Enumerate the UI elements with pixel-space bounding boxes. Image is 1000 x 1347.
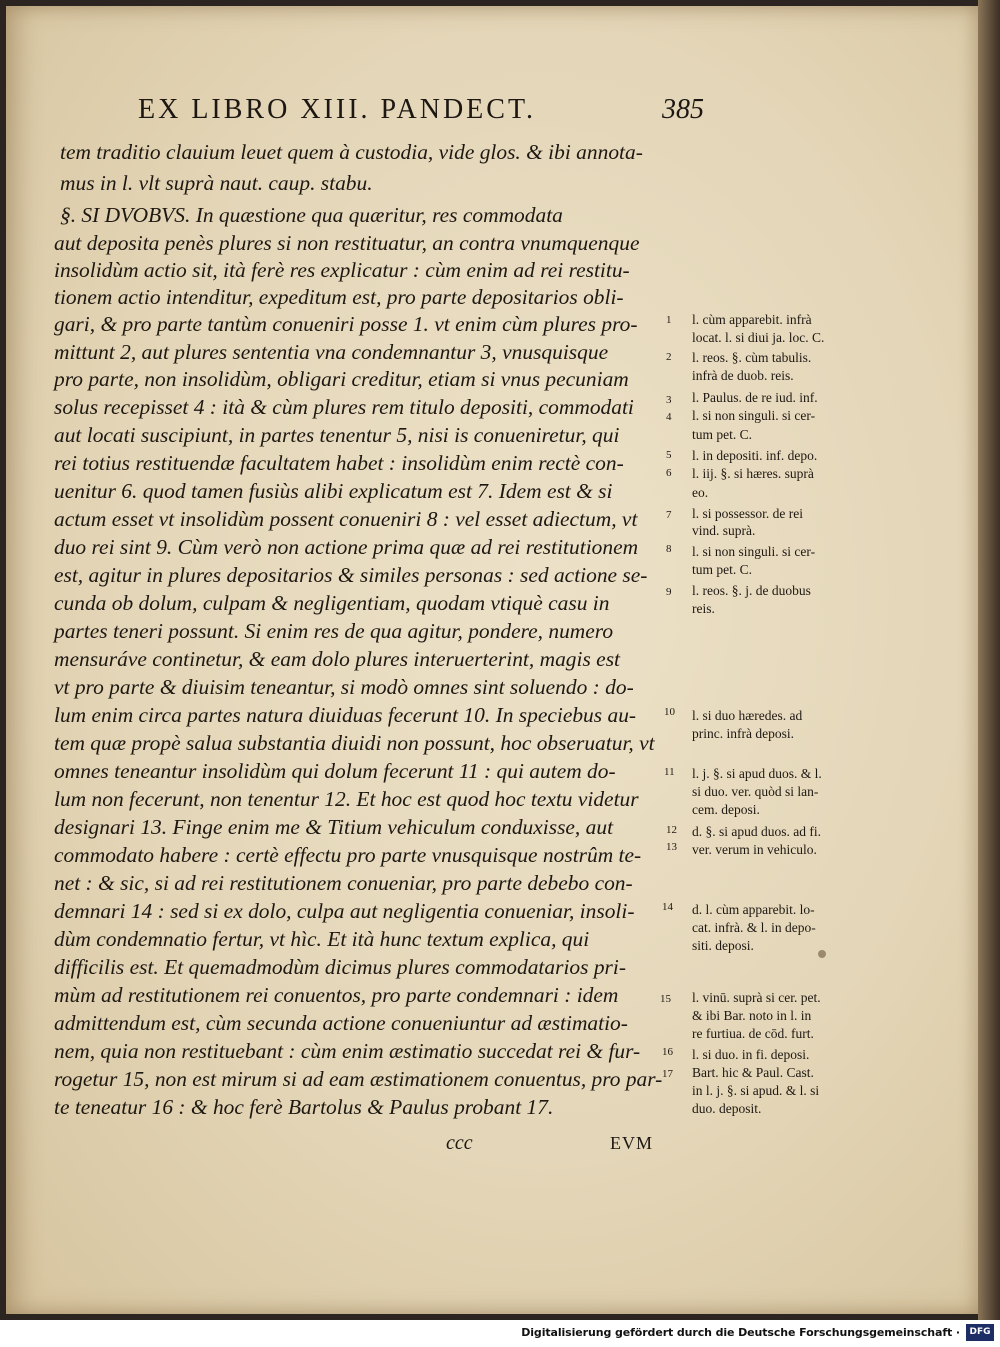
marginal-note-line: l. cùm apparebit. infrà bbox=[692, 312, 812, 327]
marginal-note-line: l. reos. §. cùm tabulis. bbox=[692, 350, 812, 365]
marginal-note-line: vind. suprà. bbox=[692, 523, 756, 538]
body-line: net : & sic, si ad rei restitutionem conueniar, pro parte debebo con- bbox=[54, 871, 633, 895]
body-line: nem, quia non restituebant : cùm enim æstimatio succedat rei & fur- bbox=[54, 1039, 641, 1063]
marginal-note-line: l. iij. §. si hæres. suprà bbox=[692, 466, 814, 481]
body-line: mus in l. vlt suprà naut. caup. stabu. bbox=[60, 171, 373, 195]
body-line: tionem actio intenditur, expeditum est, pro parte depositarios obli- bbox=[54, 285, 624, 309]
body-line: rogetur 15, non est mirum si ad eam æstimationem conuentus, pro par- bbox=[54, 1067, 663, 1091]
marginal-note-line: ver. verum in vehiculo. bbox=[692, 842, 817, 857]
marginal-note-line: reis. bbox=[692, 601, 715, 616]
marginal-note-line: infrà de duob. reis. bbox=[692, 368, 794, 383]
body-line: admittendum est, cùm secunda actione conueniuntur ad æstimatio- bbox=[54, 1011, 628, 1035]
body-line: pro parte, non insolidùm, obligari creditur, etiam si vnus pecuniam bbox=[54, 367, 629, 391]
book-spine bbox=[978, 0, 1000, 1320]
marginal-note-line: d. §. si apud duos. ad fi. bbox=[692, 824, 821, 839]
body-line: tem quæ propè salua substantia diuidi non possunt, hoc obseruatur, vt bbox=[54, 731, 655, 755]
body-line: cunda ob dolum, culpam & negligentiam, quodam vtiquè casu in bbox=[54, 591, 610, 615]
body-line: duo rei sint 9. Cùm verò non actione prima quæ ad rei restitutionem bbox=[54, 535, 639, 559]
marginal-note-line: eo. bbox=[692, 485, 709, 500]
marginal-note-line: d. l. cùm apparebit. lo- bbox=[692, 902, 815, 917]
marginal-note-line: duo. deposit. bbox=[692, 1101, 762, 1116]
body-line: est, agitur in plures depositarios & similes personas : sed actione se- bbox=[54, 563, 648, 587]
note-number: 5 bbox=[666, 449, 672, 461]
note-number: 9 bbox=[666, 586, 672, 598]
note-number: 15 bbox=[660, 993, 671, 1005]
credit-text: Digitalisierung gefördert durch die Deutsche Forschungsgemeinschaft · bbox=[521, 1326, 960, 1339]
marginal-note-line: re furtiua. de cōd. furt. bbox=[692, 1026, 814, 1041]
body-line: te teneatur 16 : & hoc ferè Bartolus & Paulus probant 17. bbox=[54, 1095, 554, 1119]
signature-mark: ccc bbox=[446, 1132, 473, 1154]
marginal-note-line: & ibi Bar. noto in l. in bbox=[692, 1008, 812, 1023]
note-number: 13 bbox=[666, 841, 677, 853]
body-line: lum non fecerunt, non tenentur 12. Et hoc est quod hoc textu videtur bbox=[54, 787, 639, 811]
body-line: mittunt 2, aut plures sententia vna condemnantur 3, vnusquisque bbox=[54, 340, 609, 364]
marginal-note-line: Bart. hic & Paul. Cast. bbox=[692, 1065, 814, 1080]
marginal-note-line: l. j. §. si apud duos. & l. bbox=[692, 766, 822, 781]
body-line: rei totius restituendæ facultatem habet : insolidùm enim rectè con- bbox=[54, 451, 624, 475]
body-line: difficilis est. Et quemadmodùm dicimus plures commodatarios pri- bbox=[54, 955, 626, 979]
note-number: 16 bbox=[662, 1046, 673, 1058]
marginal-note-line: siti. deposi. bbox=[692, 938, 754, 953]
marginal-note-line: locat. l. si diui ja. loc. C. bbox=[692, 330, 825, 345]
marginal-note-line: l. si non singuli. si cer- bbox=[692, 408, 816, 423]
body-line: omnes teneantur insolidùm qui dolum fecerunt 11 : qui autem do- bbox=[54, 759, 616, 783]
body-line: gari, & pro parte tantùm conueniri posse 1. vt enim cùm plures pro- bbox=[54, 312, 638, 336]
body-line: §. SI DVOBVS. In quæstione qua quæritur, res commodata bbox=[60, 203, 563, 227]
body-line: actum esset vt insolidùm possent conueniri 8 : vel esset adiectum, vt bbox=[54, 507, 638, 531]
note-number: 2 bbox=[666, 351, 672, 363]
body-line: designari 13. Finge enim me & Titium vehiculum conduxisse, aut bbox=[54, 815, 614, 839]
body-line: commodato habere : certè effectu pro parte vnusquisque nostrûm te- bbox=[54, 843, 642, 867]
marginal-note-line: cem. deposi. bbox=[692, 802, 760, 817]
body-line: tem traditio clauium leuet quem à custodia, vide glos. & ibi annota- bbox=[60, 140, 643, 164]
marginal-note-line: si duo. ver. quòd si lan- bbox=[692, 784, 819, 799]
body-line: mensuráve continetur, & eam dolo plures interuerterint, magis est bbox=[54, 647, 620, 671]
body-line: aut deposita penès plures si non restituatur, an contra vnumquenque bbox=[54, 231, 640, 255]
note-number: 8 bbox=[666, 543, 672, 555]
note-number: 14 bbox=[662, 901, 673, 913]
body-line: vt pro parte & diuisim teneantur, si modò omnes sint soluendo : do- bbox=[54, 675, 634, 699]
body-line: partes teneri possunt. Si enim res de qua agitur, pondere, numero bbox=[54, 619, 614, 643]
running-head: EX LIBRO XIII. PANDECT. bbox=[138, 94, 536, 125]
page-number: 385 bbox=[662, 94, 704, 125]
note-number: 4 bbox=[666, 411, 672, 423]
marginal-note-line: cat. infrà. & l. in depo- bbox=[692, 920, 816, 935]
body-line: lum enim circa partes natura diuiduas fecerunt 10. In speciebus au- bbox=[54, 703, 637, 727]
marginal-note-line: l. reos. §. j. de duobus bbox=[692, 583, 811, 598]
body-line: insolidùm actio sit, ità ferè res explicatur : cùm enim ad rei restitu- bbox=[54, 258, 630, 282]
marginal-note-line: l. vinū. suprà si cer. pet. bbox=[692, 990, 821, 1005]
body-line: aut locati suscipiunt, in partes tenentur 5, nisi is conueniretur, qui bbox=[54, 423, 620, 447]
marginal-note-line: l. si duo. in fi. deposi. bbox=[692, 1047, 810, 1062]
note-number: 6 bbox=[666, 467, 672, 479]
catchword: EVM bbox=[610, 1133, 653, 1153]
marginal-note-line: l. Paulus. de re iud. inf. bbox=[692, 390, 818, 405]
marginal-note-line: l. si non singuli. si cer- bbox=[692, 544, 816, 559]
marginal-note-line: l. si duo hæredes. ad bbox=[692, 708, 803, 723]
note-number: 12 bbox=[666, 824, 677, 836]
book-page bbox=[6, 6, 981, 1314]
note-number: 7 bbox=[666, 509, 672, 521]
marginal-note-line: princ. infrà deposi. bbox=[692, 726, 794, 741]
dfg-logo: DFG bbox=[966, 1324, 994, 1341]
body-line: dùm condemnatio fertur, vt hìc. Et ità hunc textum explica, qui bbox=[54, 927, 590, 951]
marginal-note-line: l. in depositi. inf. depo. bbox=[692, 448, 818, 463]
note-number: 1 bbox=[666, 314, 672, 326]
body-line: solus recepisset 4 : ità & cùm plures rem titulo depositi, commodati bbox=[54, 395, 634, 419]
ink-stain bbox=[818, 950, 826, 958]
note-number: 10 bbox=[664, 706, 675, 718]
note-number: 3 bbox=[666, 394, 672, 406]
credit-bar bbox=[0, 1320, 1000, 1347]
marginal-note-line: tum pet. C. bbox=[692, 427, 752, 442]
note-number: 11 bbox=[664, 766, 675, 778]
note-number: 17 bbox=[662, 1068, 673, 1080]
marginal-note-line: in l. j. §. si apud. & l. si bbox=[692, 1083, 820, 1098]
body-line: demnari 14 : sed si ex dolo, culpa aut negligentia conueniar, insoli- bbox=[54, 899, 635, 923]
marginal-note-line: tum pet. C. bbox=[692, 562, 752, 577]
body-line: uenitur 6. quod tamen fusiùs alibi explicatum est 7. Idem est & si bbox=[54, 479, 613, 503]
marginal-note-line: l. si possessor. de rei bbox=[692, 506, 803, 521]
body-line: mùm ad restitutionem rei conuentos, pro parte condemnari : idem bbox=[54, 983, 619, 1007]
